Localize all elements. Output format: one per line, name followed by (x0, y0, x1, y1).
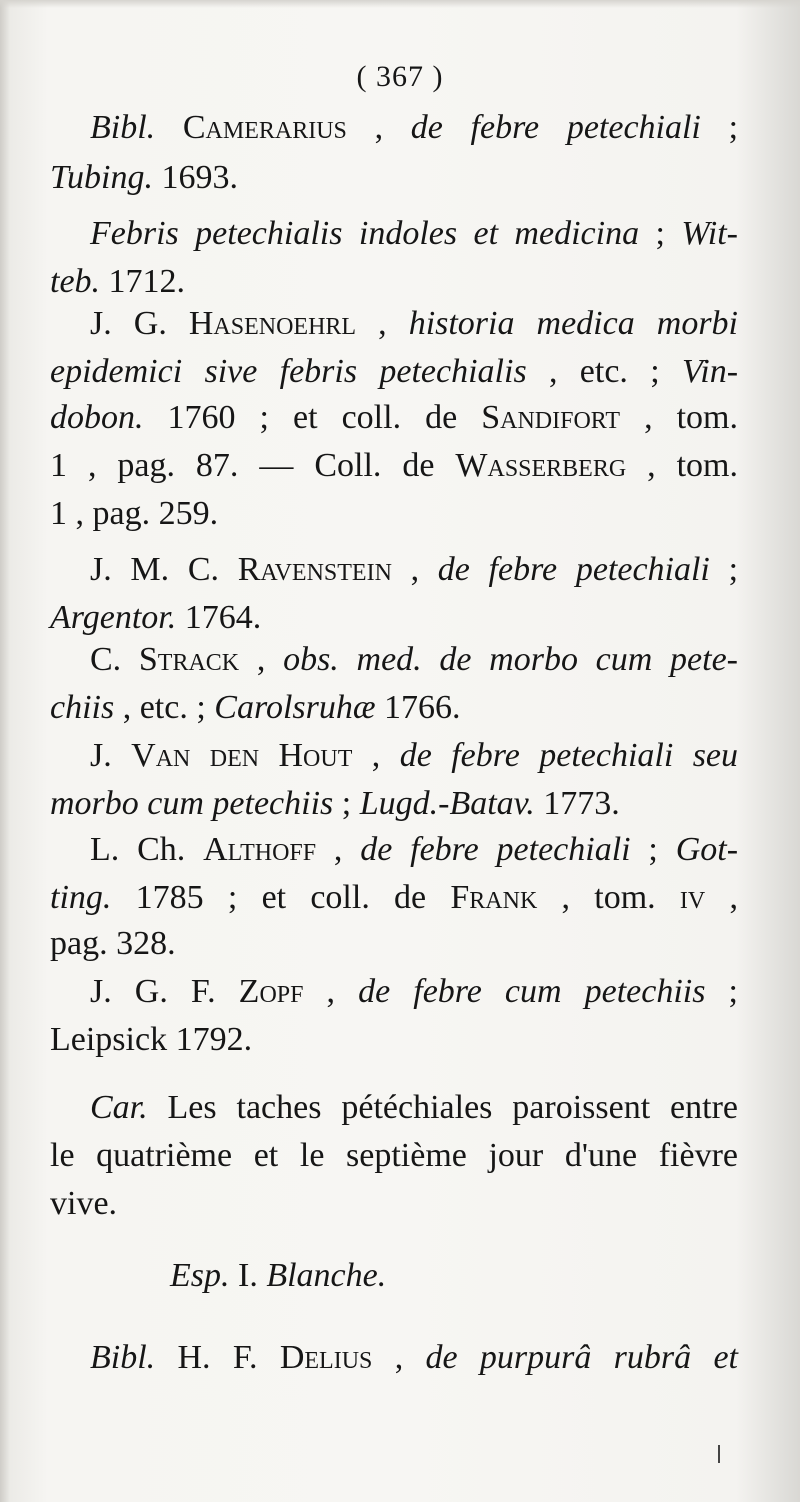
text-run: , (303, 973, 359, 1010)
italic-run: Car. (90, 1089, 148, 1126)
author-name: Delius (279, 1339, 373, 1376)
text-run: , (356, 305, 409, 342)
text-line (90, 1088, 738, 1128)
text-run: L. Ch. (90, 831, 204, 868)
text-line (90, 640, 738, 680)
italic-run: de febre petechiali (410, 109, 701, 146)
text-run: ; (630, 831, 676, 868)
text-run: , tom. (537, 879, 680, 916)
text-run: , etc. ; (526, 353, 682, 390)
italic-run: ting. (50, 879, 112, 916)
text-run: 1773. (534, 785, 620, 822)
page-number: ( 367 ) (356, 60, 444, 93)
author-name: Zopf (238, 973, 304, 1010)
author-name: Hasenoehrl (188, 305, 357, 342)
author-name: iv (679, 879, 706, 916)
text-run: 1766. (375, 689, 461, 726)
page-shadow-left (0, 0, 10, 1502)
italic-run: Bibl. (90, 109, 156, 146)
text-run: , tom. (620, 399, 738, 436)
text-line (50, 878, 738, 918)
text-run: C. (90, 641, 139, 678)
text-line (50, 924, 176, 964)
text-run: Les taches pétéchiales paroissent entre (147, 1089, 738, 1126)
text-run: , (352, 737, 400, 774)
text-run: ; (333, 785, 360, 822)
text-line (50, 398, 738, 438)
text-run: 1712. (100, 263, 186, 300)
italic-run: Vin- (682, 353, 739, 390)
text-line (50, 352, 738, 392)
italic-run: de febre petechiali (437, 551, 710, 588)
text-run: 1764. (176, 599, 262, 636)
text-run: , (346, 109, 411, 146)
text-line (50, 494, 218, 534)
italic-run: dobon. (50, 399, 144, 436)
author-name: Frank (450, 879, 538, 916)
text-run: J. M. C. (90, 551, 238, 588)
text-line (90, 108, 738, 148)
text-run: , etc. ; (114, 689, 215, 726)
text-run: J. G. F. (90, 973, 239, 1010)
text-run: I. (229, 1257, 267, 1294)
italic-run: de purpurâ rubrâ et (425, 1339, 738, 1376)
text-run: ; (709, 551, 739, 588)
italic-run: Bibl. (90, 1339, 156, 1376)
text-line (90, 1338, 738, 1378)
text-line (50, 1136, 738, 1176)
italic-run: Febris petechialis indoles et medicina (90, 215, 640, 252)
margin-mark (718, 1445, 720, 1463)
italic-run: de febre cum petechiis (358, 973, 706, 1010)
italic-run: chiis (50, 689, 115, 726)
text-run: , (705, 879, 738, 916)
text-run: le quatrième et le septième jour d'une fièvre (50, 1137, 738, 1174)
text-line (90, 972, 738, 1012)
text-line (90, 550, 738, 590)
text-run: , (372, 1339, 426, 1376)
text-line (50, 1184, 117, 1224)
text-line (90, 736, 738, 776)
author-name: Wasserberg (455, 447, 627, 484)
italic-run: obs. med. de morbo cum pete- (283, 641, 738, 678)
text-run: ; (700, 109, 739, 146)
italic-run: Carolsruhæ (214, 689, 376, 726)
text-line (50, 688, 461, 728)
text-run: ; (705, 973, 738, 1010)
italic-run: historia medica morbi (408, 305, 738, 342)
text-run: 1785 ; et coll. de (111, 879, 451, 916)
text-line (50, 262, 185, 302)
italic-run: epidemici sive febris petechialis (50, 353, 527, 390)
text-run: , (239, 641, 284, 678)
author-name: Althoff (203, 831, 317, 868)
italic-run: de febre petechiali seu (399, 737, 739, 774)
text-run: 1 , pag. 87. — Coll. de (50, 447, 456, 484)
italic-run: Tubing. (50, 159, 153, 196)
italic-run: Lugd.-Batav. (359, 785, 535, 822)
text-run (155, 109, 183, 146)
text-line (50, 784, 620, 824)
text-run: , tom. (626, 447, 738, 484)
text-run: 1693. (152, 159, 238, 196)
italic-run: teb. (50, 263, 101, 300)
text-line (170, 1256, 386, 1296)
text-run: H. F. (155, 1339, 280, 1376)
italic-run: morbo cum petechiis (50, 785, 334, 822)
text-run: , (391, 551, 438, 588)
author-name: Camerarius (182, 109, 347, 146)
text-line (90, 214, 738, 254)
italic-run: Blanche. (266, 1257, 387, 1294)
text-run: vive. (50, 1185, 118, 1222)
text-line (90, 830, 738, 870)
text-run: 1 , pag. 259. (50, 495, 219, 532)
page-shadow-top (0, 0, 800, 8)
text-line (50, 158, 238, 198)
italic-run: Argentor. (50, 599, 177, 636)
author-name: Van den Hout (131, 737, 353, 774)
text-run: Leipsick 1792. (50, 1021, 253, 1058)
italic-run: Esp. (170, 1257, 230, 1294)
italic-run: de febre petechiali (360, 831, 631, 868)
italic-run: Wit- (681, 215, 738, 252)
text-line (90, 304, 738, 344)
text-run: J. (90, 737, 132, 774)
text-run: ; (639, 215, 682, 252)
text-run: pag. 328. (50, 925, 176, 962)
text-run: 1760 ; et coll. de (143, 399, 482, 436)
text-line (50, 446, 738, 486)
italic-run: Got- (675, 831, 739, 868)
text-line (50, 598, 261, 638)
author-name: Strack (138, 641, 240, 678)
author-name: Ravenstein (237, 551, 392, 588)
author-name: Sandifort (481, 399, 621, 436)
text-line (50, 1020, 252, 1060)
text-run: , (316, 831, 361, 868)
text-run: J. G. (90, 305, 189, 342)
